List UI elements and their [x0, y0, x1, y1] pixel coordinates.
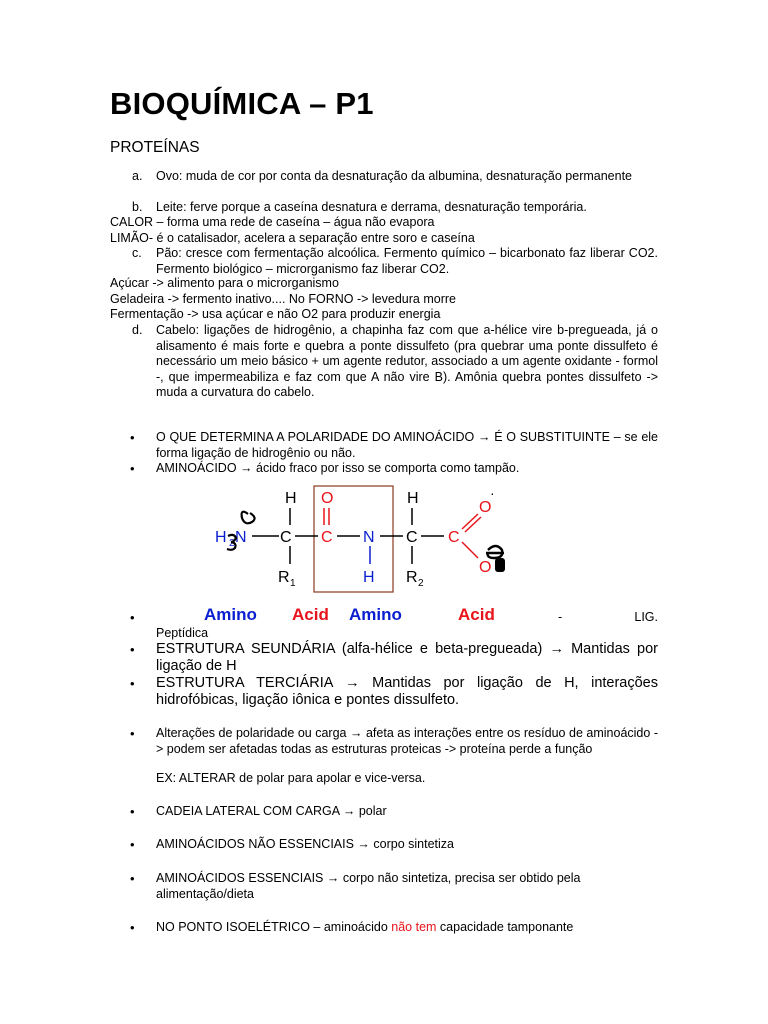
label-amino-1: Amino	[204, 605, 257, 624]
bullet-text: ESTRUTURA TERCIÁRIA → Mantidas por ligação de H, interações hidrofóbicas, ligação iônica e pontes dissulfeto.	[156, 675, 658, 708]
atom-o-top: O	[321, 490, 334, 507]
label-acid-1: Acid	[292, 605, 329, 624]
bullet-text: CADEIA LATERAL COM CARGA → polar	[156, 804, 387, 818]
bond-line	[462, 542, 478, 558]
bullet-essenciais	[110, 871, 658, 903]
isoeletrico-highlight: não tem	[391, 920, 437, 934]
note-acucar: Açúcar -> alimento para o microrganismo	[110, 276, 339, 290]
note-fermentacao: Fermentação -> usa açúcar e não O2 para produzir energia	[110, 307, 441, 321]
bullet-icon: •	[130, 676, 135, 691]
bullet-alteracoes	[110, 726, 658, 790]
bullet-nao-essenciais	[110, 837, 658, 853]
bullet-icon: •	[130, 726, 135, 741]
list-item-c	[110, 246, 658, 278]
bullet-icon: •	[130, 461, 135, 476]
atom-r2-subscript: 2	[418, 578, 424, 589]
atom-n-left: N	[235, 529, 247, 546]
list-text: Pão: cresce com fermentação alcoólica. Fermento químico – bicarbonato faz liberar CO2. Fermento biológico – microrganismo faz liberar CO2.	[156, 246, 658, 276]
atom-c2: C	[321, 529, 333, 546]
handwritten-scribble-mark	[495, 558, 505, 572]
bullet-isoeletrico	[110, 920, 658, 936]
list-label: a.	[132, 169, 143, 183]
atom-h-bottom: H	[363, 569, 375, 586]
isoeletrico-text-end: capacidade tamponante	[436, 920, 574, 934]
note-geladeira: Geladeira -> fermento inativo.... No FORNO -> levedura morre	[110, 292, 456, 306]
bullet-terciaria	[110, 675, 658, 709]
atom-h-left: H	[215, 529, 227, 546]
bullet-text: O QUE DETERMINA A POLARIDADE DO AMINOÁCIDO → É O SUBSTITUINTE – se ele forma ligação de hidrogênio ou não.	[156, 430, 658, 460]
atom-c3: C	[406, 529, 418, 546]
bullet-text: ESTRUTURA SEUNDÁRIA (alfa-hélice e beta-pregueada) → Mantidas por ligação de H	[156, 641, 658, 674]
bullet-polaridade	[110, 430, 658, 462]
handwritten-charge-mark	[242, 512, 255, 524]
handwritten-minus-mark	[486, 546, 504, 558]
atom-c1: C	[280, 529, 292, 546]
bullet-icon: •	[130, 430, 135, 445]
bullet-cadeia	[110, 804, 658, 820]
atom-r1: R	[278, 569, 290, 586]
atom-subscript: 2	[229, 538, 235, 549]
bullet-secundaria	[110, 641, 658, 675]
lig-text-continued: Peptídica	[156, 626, 209, 640]
list-text: Cabelo: ligações de hidrogênio, a chapinha faz com que a-hélice vire b-pregueada, já o alisamento é mais forte e quebra a ponte dissulfeto (pra quebrar uma ponte dissulfeto é necessário um meio básico + um agente redutor, associado a um agente oxidante - formol -, que impermeabiliza e faz com que A não vire B). Amônia quebra pontes dissulfeto -> muda a curvatura do cabelo.	[156, 323, 658, 399]
label-acid-2: Acid	[458, 605, 495, 624]
lig-dash: -	[558, 610, 563, 624]
bullet-icon: •	[130, 642, 135, 657]
bullet-icon: •	[130, 804, 135, 819]
atom-n-mid: N	[363, 529, 375, 546]
atom-c4: C	[448, 529, 460, 546]
bullet-text	[156, 920, 658, 936]
list-label: b.	[132, 200, 143, 214]
note-calor: CALOR – forma uma rede de caseína – água não evapora	[110, 215, 435, 229]
bullet-text: AMINOÁCIDOS ESSENCIAIS → corpo não sintetiza, precisa ser obtido pela alimentação/dieta	[156, 871, 581, 901]
atom-h-top2: H	[407, 490, 419, 507]
lig-peptidica	[156, 607, 658, 641]
list-label: c.	[132, 246, 142, 260]
bullet-text: AMINOÁCIDOS NÃO ESSENCIAIS → corpo sintetiza	[156, 837, 454, 851]
atom-h-top1: H	[285, 490, 297, 507]
list-text: Leite: ferve porque a caseína desnatura e derrama, desnaturação temporária.	[156, 200, 587, 214]
list-label: d.	[132, 323, 143, 337]
atom-r2: R	[406, 569, 418, 586]
lig-text: LIG.	[634, 610, 658, 624]
list-item-b	[110, 200, 658, 216]
bullet-text: Alterações de polaridade ou carga → afeta as interações entre os resíduo de aminoácido -> podem ser afetadas todas as estruturas proteicas -> proteína perde a função	[156, 726, 658, 756]
bullet-icon: •	[130, 920, 135, 935]
note-limao: LIMÃO- é o catalisador, acelera a separação entre soro e caseína	[110, 231, 475, 245]
label-amino-2: Amino	[349, 605, 402, 624]
document-title: BIOQUÍMICA – P1	[110, 86, 374, 121]
isoeletrico-text: NO PONTO ISOELÉTRICO – aminoácido	[156, 920, 392, 934]
list-item-d	[110, 323, 658, 418]
list-text: Ovo: muda de cor por conta da desnaturação da albumina, desnaturação permanente	[156, 169, 633, 183]
list-item-a	[110, 169, 658, 201]
bullet-text: AMINOÁCIDO → ácido fraco por isso se comporta como tampão.	[156, 461, 520, 475]
bullet-icon: •	[130, 610, 135, 625]
atom-r1-subscript: 1	[290, 578, 296, 589]
dot-mark: ·	[490, 485, 495, 501]
atom-o-right: O	[479, 499, 492, 516]
bullet-icon: •	[130, 837, 135, 852]
bullet-icon: •	[130, 871, 135, 886]
bullet-aminoacido	[110, 461, 658, 477]
atom-o-bottom: O	[479, 559, 492, 576]
section-heading: PROTEÍNAS	[110, 139, 200, 156]
example-line: EX: ALTERAR de polar para apolar e vice-versa.	[156, 771, 426, 785]
